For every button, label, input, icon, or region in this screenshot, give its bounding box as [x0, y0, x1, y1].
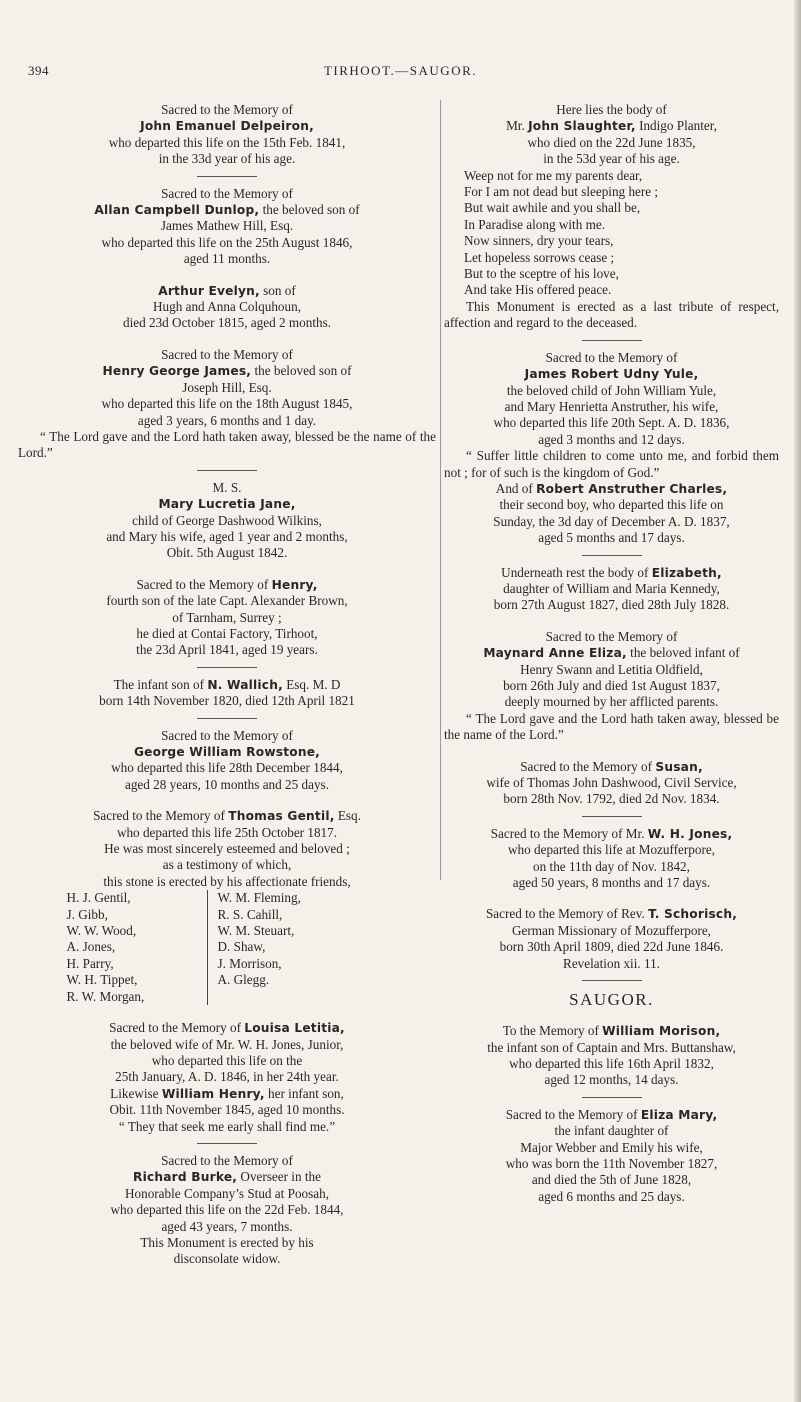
epitaph-line: Sacred to the Memory of Rev. — [485, 906, 645, 922]
epitaph-line: Joseph Hill, Esq. — [182, 379, 272, 395]
epitaph-wilkins — [18, 480, 436, 562]
epitaph-line: and died the 5th of June 1828, — [531, 1172, 692, 1188]
separator-rule — [197, 176, 257, 177]
epitaph-line: aged 12 months, 14 days. — [544, 1072, 679, 1088]
separator-rule — [197, 718, 257, 719]
friend-name: A. Jones, — [66, 939, 116, 955]
epitaph-line: Hugh and Anna Colquhoun, — [153, 299, 301, 315]
epitaph-line: the beloved child of John William Yule, — [506, 382, 717, 398]
deceased-name: N. Wallich, — [207, 677, 283, 692]
epitaph-kennedy — [444, 565, 779, 614]
epitaph-susan — [444, 759, 779, 808]
epitaph-line: Sacred to the Memory of — [161, 727, 293, 743]
friend-name: A. Glegg. — [217, 972, 270, 988]
epitaph-line: Sacred to the Memory of — [93, 808, 225, 824]
epitaph-line: who departed this life 25th October 1817. — [116, 824, 338, 840]
friends-column-b — [208, 890, 388, 1005]
epitaph-line: on the 11th day of Nov. 1842, — [533, 858, 690, 874]
column-divider — [440, 100, 441, 880]
right-column — [444, 102, 779, 1205]
epitaph-line: German Missionary of Mozufferpore, — [512, 922, 711, 938]
epitaph-line: This Monument is erected by his — [140, 1234, 314, 1250]
epitaph-line: James Mathew Hill, Esq. — [160, 218, 294, 234]
scripture-quote: “ The Lord gave and the Lord hath taken away, blessed be the name of the Lord.” — [18, 428, 436, 461]
epitaph-line: disconsolate widow. — [173, 1251, 281, 1267]
epitaph-line: wife of Thomas John Dashwood, Civil Service, — [486, 775, 737, 791]
epitaph-dunlop — [18, 186, 436, 268]
friend-name: R. S. Cahill, — [217, 906, 283, 922]
epitaph-line: and Mary Henrietta Anstruther, his wife, — [504, 398, 719, 414]
deceased-name: T. Schorisch, — [648, 907, 738, 922]
epitaph-line: Overseer in the — [240, 1169, 321, 1185]
verse-line: But wait awhile and you shall be, — [464, 200, 641, 216]
deceased-name: John Slaughter, — [528, 119, 636, 134]
epitaph-line: born 26th July and died 1st August 1837, — [503, 678, 720, 693]
separator-rule — [582, 980, 642, 981]
friend-name: W. M. Steuart, — [217, 923, 295, 939]
epitaph-line: Sunday, the 3d day of December A. D. 1837, — [493, 513, 730, 529]
separator-rule — [197, 1143, 257, 1144]
epitaph-line: aged 6 months and 25 days. — [538, 1188, 685, 1204]
deceased-name: Elizabeth, — [651, 565, 722, 580]
friend-name: J. Gibb, — [66, 906, 108, 922]
epitaph-henry-brown — [18, 577, 436, 659]
epitaph-line: aged 5 months and 17 days. — [538, 530, 685, 546]
friend-name: W. H. Tippet, — [66, 972, 138, 988]
epitaph-line: 25th January, A. D. 1846, in her 24th year. — [115, 1069, 339, 1085]
epitaph-line: he died at Contai Factory, Tirhoot, — [136, 625, 318, 641]
epitaph-line: who departed this life on the 25th August 1846, — [101, 234, 353, 250]
epitaph-line: Sacred to the Memory of — [505, 1106, 638, 1122]
deceased-name: Henry, — [271, 577, 318, 592]
deceased-name: W. H. Jones, — [647, 826, 733, 841]
verse-line: Now sinners, dry your tears, — [464, 233, 614, 249]
deceased-name: James Robert Udny Yule, — [524, 367, 699, 382]
epitaph-line: who departed this life at Mozufferpore, — [507, 842, 716, 858]
epitaph-line: died 23d October 1815, aged 2 months. — [122, 315, 332, 331]
epitaph-line: Sacred to the Memory of Mr. — [490, 825, 645, 841]
epitaph-line: aged 11 months. — [183, 251, 271, 267]
separator-rule — [582, 555, 642, 556]
verse-line: For I am not dead but sleeping here ; — [464, 184, 659, 200]
epitaph-line: Sacred to the Memory of — [161, 1152, 293, 1168]
epitaph-line: Sacred to the Memory of — [161, 185, 293, 201]
epitaph-line: Sacred to the Memory of — [109, 1020, 241, 1036]
deceased-name: Arthur Evelyn, — [158, 283, 260, 298]
epitaph-line: This Monument is erected as a last tribute of respect, affection and regard to the deceased. — [444, 298, 779, 331]
epitaph-line: Esq. — [337, 808, 361, 824]
epitaph-line: aged 50 years, 8 months and 17 days. — [512, 875, 711, 891]
deceased-name: Susan, — [655, 759, 703, 774]
epitaph-line: The infant son of — [113, 676, 205, 692]
friend-name: H. Parry, — [66, 955, 114, 971]
epitaph-burke — [18, 1153, 436, 1268]
epitaph-line: Sacred to the Memory of — [545, 628, 678, 644]
deceased-name: John Emanuel Delpeiron, — [140, 119, 314, 134]
epitaph-line: in the 53d year of his age. — [543, 151, 680, 167]
epitaph-line: Sacred to the Memory of — [136, 576, 269, 592]
epitaph-line: who died on the 22d June 1835, — [527, 134, 696, 150]
epitaph-line: Underneath rest the body of — [501, 564, 649, 580]
page-number: 394 — [28, 63, 49, 78]
epitaph-eliza-mary — [444, 1107, 779, 1205]
separator-rule — [582, 340, 642, 341]
epitaph-line: who departed this life 20th Sept. A. D. 1836, — [493, 415, 730, 431]
epitaph-morison — [444, 1023, 779, 1089]
epitaph-line: their second boy, who departed this life on — [499, 497, 724, 513]
epitaph-line: He was most sincerely esteemed and beloved ; — [104, 841, 350, 857]
epitaph-gentil — [18, 808, 436, 1005]
epitaph-delpeiron — [18, 102, 436, 168]
deceased-name: Eliza Mary, — [640, 1107, 718, 1122]
epitaph-line: child of George Dashwood Wilkins, — [132, 512, 322, 528]
epitaph-rowstone — [18, 728, 436, 794]
deceased-name: Robert Anstruther Charles, — [536, 481, 728, 496]
epitaph-line: who departed this life on the — [151, 1052, 303, 1068]
epitaph-line: aged 3 months and 12 days. — [538, 431, 685, 447]
epitaph-line: Esq. M. D — [286, 676, 341, 692]
epitaph-line: who departed this life 28th December 1844, — [111, 760, 343, 776]
verse — [444, 168, 779, 299]
epitaph-line: Sacred to the Memory of — [520, 758, 653, 774]
epitaph-evelyn — [18, 283, 436, 332]
epitaph-henry-george-james — [18, 347, 436, 462]
scripture-quote: “ They that seek me early shall find me.” — [118, 1118, 336, 1134]
epitaph-line: this stone is erected by his affectionate friends, — [103, 873, 351, 889]
deceased-name: Richard Burke, — [133, 1170, 238, 1185]
epitaph-line: as a testimony of which, — [162, 857, 292, 873]
deceased-name: William Morison, — [602, 1024, 721, 1039]
separator-rule — [582, 816, 642, 817]
running-head: TIRHOOT.—SAUGOR. — [323, 63, 478, 78]
epitaph-line: in the 33d year of his age. — [158, 151, 296, 167]
epitaph-wallich — [18, 677, 436, 710]
epitaph-line: the beloved wife of Mr. W. H. Jones, Junior, — [110, 1036, 344, 1052]
epitaph-line: who was born the 11th November 1827, — [505, 1155, 718, 1171]
epitaph-w-h-jones — [444, 826, 779, 892]
epitaph-line: her infant son, — [268, 1085, 344, 1101]
separator-rule — [197, 470, 257, 471]
verse-line: But to the sceptre of his love, — [464, 266, 619, 282]
epitaph-line: son of — [263, 282, 296, 298]
epitaph-line: Indigo Planter, — [639, 118, 717, 134]
epitaph-line: Sacred to the Memory of — [545, 349, 678, 365]
epitaph-line: Henry Swann and Letitia Oldfield, — [520, 661, 703, 677]
epitaph-line: M. S. — [212, 479, 242, 495]
friend-name: D. Shaw, — [217, 939, 266, 955]
section-heading: SAUGOR. — [569, 990, 654, 1010]
deceased-name: Louisa Letitia, — [244, 1021, 345, 1036]
friends-list — [18, 890, 436, 1005]
deceased-name: Mary Lucretia Jane, — [158, 497, 296, 512]
epitaph-line: who departed this life on the 18th August 1845, — [101, 396, 353, 412]
epitaph-line: Obit. 11th November 1845, aged 10 months. — [109, 1102, 345, 1118]
epitaph-line: Likewise — [110, 1085, 159, 1101]
epitaph-louisa-letitia — [18, 1020, 436, 1135]
epitaph-line: who departed this life 16th April 1832, — [509, 1055, 714, 1071]
epitaph-schorisch — [444, 906, 779, 972]
epitaph-line: the beloved son of — [262, 202, 360, 218]
epitaph-line: the beloved infant of — [630, 645, 740, 661]
epitaph-line: Here lies the body of — [556, 102, 667, 117]
friend-name: R. W. Morgan, — [66, 988, 145, 1004]
epitaph-line: the infant daughter of — [554, 1123, 669, 1139]
epitaph-line: of Tarnham, Surrey ; — [172, 609, 282, 625]
deceased-name: George William Rowstone, — [133, 745, 321, 759]
epitaph-line: and Mary his wife, aged 1 year and 2 months, — [106, 528, 348, 544]
friend-name: H. J. Gentil, — [66, 890, 131, 906]
deceased-name: Allan Campbell Dunlop, — [94, 203, 260, 218]
verse-line: Let hopeless sorrows cease ; — [464, 249, 615, 265]
left-column — [18, 102, 436, 1268]
epitaph-line: Sacred to the Memory of — [161, 346, 293, 362]
epitaph-line: the beloved son of — [254, 363, 352, 379]
deceased-name: Henry George James, — [102, 364, 252, 379]
epitaph-line: deeply mourned by her afflicted parents. — [504, 694, 719, 710]
friend-name: W. W. Wood, — [66, 923, 137, 939]
epitaph-line: born 14th November 1820, died 12th April 1821 — [99, 693, 355, 709]
deceased-name: Thomas Gentil, — [228, 809, 335, 824]
epitaph-line: who departed this life on the 15th Feb. 1841, — [108, 134, 346, 150]
epitaph-line: born 28th Nov. 1792, died 2d Nov. 1834. — [503, 791, 720, 807]
epitaph-line: Major Webber and Emily his wife, — [520, 1139, 703, 1155]
separator-rule — [197, 667, 257, 668]
epitaph-line: aged 43 years, 7 months. — [161, 1218, 293, 1234]
epitaph-line: Mr. — [506, 118, 525, 134]
separator-rule — [582, 1097, 642, 1098]
verse-line: Weep not for me my parents dear, — [464, 167, 643, 183]
epitaph-line: aged 3 years, 6 months and 1 day. — [137, 412, 317, 428]
epitaph-slaughter — [444, 102, 779, 332]
friend-name: J. Morrison, — [217, 955, 282, 971]
epitaph-line: born 30th April 1809, died 22d June 1846. — [499, 939, 724, 955]
epitaph-yule — [444, 350, 779, 547]
page-edge-shadow — [794, 0, 801, 1402]
epitaph-line: Obit. 5th August 1842. — [166, 545, 288, 561]
epitaph-line: Sacred to the Memory of — [161, 102, 293, 117]
epitaph-line: born 27th August 1827, died 28th July 1828. — [493, 597, 730, 613]
epitaph-line: And of — [495, 480, 533, 496]
epitaph-line: To the Memory of — [502, 1023, 599, 1039]
scripture-quote: “ The Lord gave and the Lord hath taken away, blessed be the name of the Lord.” — [444, 710, 779, 743]
epitaph-line: Honorable Company’s Stud at Poosah, — [124, 1185, 330, 1201]
epitaph-line: fourth son of the late Capt. Alexander Brown, — [106, 593, 348, 609]
epitaph-line: aged 28 years, 10 months and 25 days. — [124, 776, 329, 792]
epitaph-line: who departed this life on the 22d Feb. 1844, — [110, 1202, 344, 1218]
epitaph-line: daughter of William and Maria Kennedy, — [503, 580, 720, 596]
epitaph-line: the infant son of Captain and Mrs. Buttanshaw, — [487, 1039, 736, 1055]
friends-column-a — [67, 890, 208, 1005]
epitaph-line: the 23d April 1841, aged 19 years. — [136, 642, 318, 658]
deceased-name: William Henry, — [161, 1086, 265, 1101]
epitaph-line: Revelation xii. 11. — [563, 955, 660, 971]
friend-name: W. M. Fleming, — [217, 890, 301, 906]
verse-line: In Paradise along with me. — [464, 216, 605, 232]
epitaph-oldfield — [444, 629, 779, 744]
deceased-name: Maynard Anne Eliza, — [483, 646, 627, 661]
verse-line: And take His offered peace. — [464, 282, 612, 298]
scripture-quote: “ Suffer little children to come unto me, and forbid them not ; for of such is the kingdom of God.” — [444, 448, 779, 480]
